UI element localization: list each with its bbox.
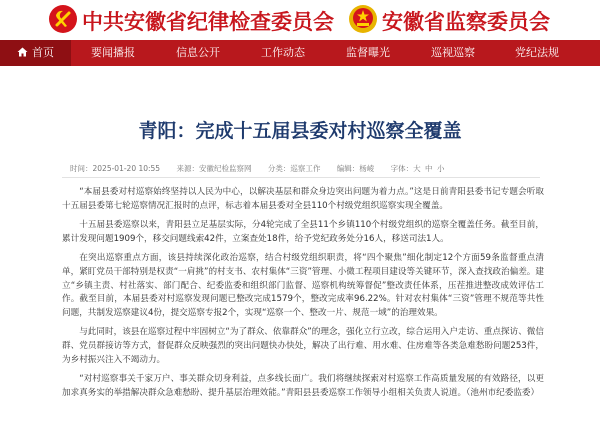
meta-divider [62, 177, 540, 178]
nav-item-work-updates[interactable]: 工作动态 [261, 46, 305, 59]
nav-item-exposure[interactable]: 监督曝光 [346, 46, 390, 59]
nav-item-disclosure[interactable]: 信息公开 [176, 46, 220, 59]
font-size-small[interactable]: 小 [436, 164, 445, 173]
org-title-commission[interactable]: 中共安徽省纪律检查委员会 [82, 9, 334, 34]
paragraph: “本届县委对村巡察始终坚持以人民为中心，以解决基层和群众身边突出问题为着力点。”这是日前青阳县委书记专题会听取十五届县委第七轮巡察情况汇报时的点评，标志着本届县委对全县110个村级党组织巡察实现全覆盖。 [62, 187, 544, 211]
meta-editor: 编辑：杨崚 [336, 164, 375, 173]
font-size-control [391, 164, 447, 173]
nav-item-label: 首页 [32, 46, 54, 59]
paragraph: 在突出巡察重点方面，该县持续深化政治巡察，结合村级党组织职责，将“四个聚焦”细化制定12个方面59条监督重点清单，紧盯党员干部特别是权责“一肩挑”的村支书、农村集体“三资”管理、小微工程项目建设等关键环节，深入查找政治偏差。建立“乡镇主责、村社落实、部门配合、纪委监委和组织部门监督、巡察机构统筹督促”整改责任体系，压茬推进整改成效评估工作。截至目前，本届县委对村巡察发现问题已整改完成1579个，整改完成率96.22%。针对农村集体“三资”管理不规范等共性问题，共制发巡察建议4份，提交巡察专报2个，实现“巡察一个、整改一片、规范一域”的治理效果。 [62, 253, 544, 318]
meta-source: 来源：安徽纪检监察网 [176, 164, 252, 173]
nav-item-inspection[interactable]: 巡视巡察 [431, 46, 475, 59]
main-nav [0, 40, 600, 66]
national-emblem-icon [348, 4, 378, 34]
org-title-supervision[interactable]: 安徽省监察委员会 [382, 9, 550, 34]
paragraph: “对村巡察事关千家万户、事关群众切身利益，点多线长面广。我们将继续探索对村巡察工作高质量发展的有效路径，以更加求真务实的举措解决群众急难愁盼、提升基层治理效能。”青阳县县委巡察工作领导小组相关负责人说道。（池州市纪委监委） [62, 374, 544, 398]
article-meta [70, 163, 446, 174]
nav-item-regulations[interactable]: 党纪法规 [515, 46, 559, 59]
article-body [62, 186, 544, 406]
home-icon [17, 47, 28, 57]
article-title: 青阳：完成十五届县委对村巡察全覆盖 [138, 120, 462, 142]
font-size-label: 字体： [390, 164, 414, 173]
meta-category: 分类：巡察工作 [267, 164, 321, 173]
font-size-medium[interactable]: 中 [425, 164, 433, 173]
paragraph: 十五届县委巡察以来，青阳县立足基层实际，分4轮完成了全县11个乡镇110个村级党组织的巡察全覆盖任务。截至目前，累计发现问题1909个，移交问题线索42件，立案查处18件，给予党纪政务处分16人，移送司法1人。 [62, 220, 544, 244]
nav-item-home[interactable] [0, 40, 71, 66]
nav-item-news[interactable]: 要闻播报 [91, 46, 135, 59]
site-header [0, 0, 600, 40]
paragraph: 与此同时，该县在巡察过程中牢固树立“为了群众、依靠群众”的理念，强化立行立改，综合运用入户走访、重点探访、微信群、党员群接访等方式，督促群众反映强烈的突出问题快办快处，解决了出行难、用水难、住房难等各类急难愁盼问题253件，为乡村振兴注入不竭动力。 [62, 327, 544, 365]
party-emblem-icon [48, 4, 78, 34]
font-size-large[interactable]: 大 [413, 164, 421, 173]
meta-time: 时间：2025-01-20 10:55 [70, 164, 161, 173]
